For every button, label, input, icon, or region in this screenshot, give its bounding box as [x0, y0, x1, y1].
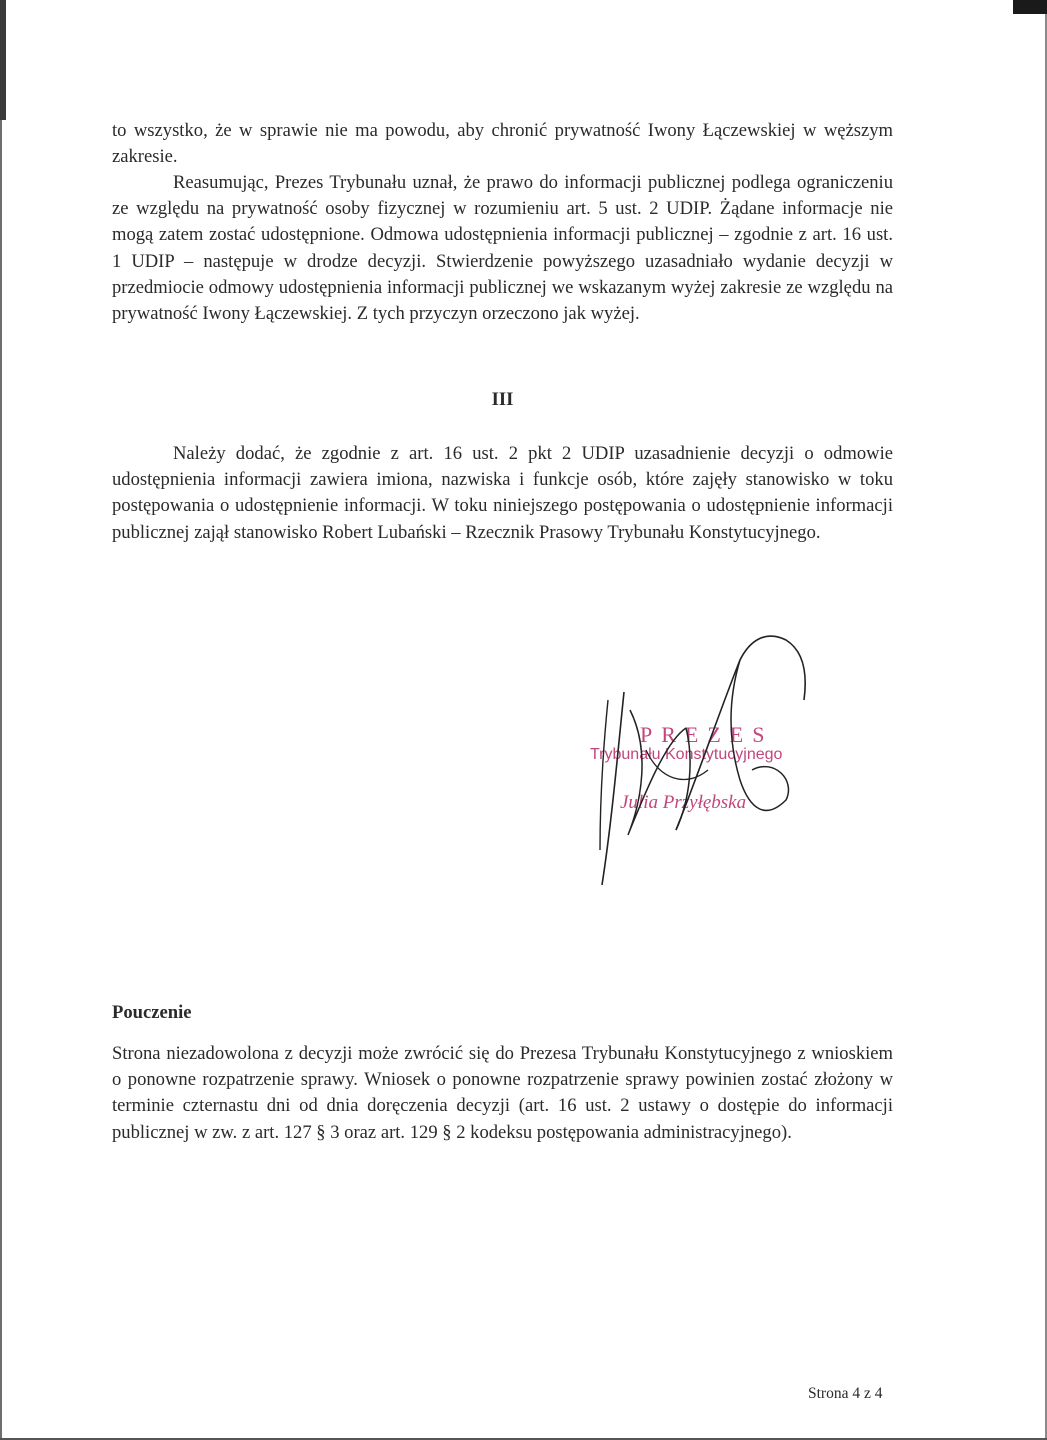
paragraph-summary: Reasumując, Prezes Trybunału uznał, że prawo do informacji publicznej podlega ograniczeniu ze względu na prywatność osoby fizycznej w rozumieniu art. 5 ust. 2 UDIP. Żądane informacje nie mogą zatem zostać udostępnione. Odmowa udostępnienia informacji publicznej – zgodnie z art. 16 ust. 1 UDIP – następuje w drodze decyzji. Stwierdzenie powyższego uzasadniało wydanie decyzji w przedmiocie odmowy udostępnienia informacji publicznej we wskazanym wyżej zakresie ze względu na prywatność Iwony Łączewskiej. Z tych przyczyn orzeczono jak wyżej.: [112, 172, 893, 325]
section-number: III: [491, 389, 514, 410]
paragraph-persons: Należy dodać, że zgodnie z art. 16 ust. 2 pkt 2 UDIP uzasadnienie decyzji o odmowie udostępnienia informacji zawiera imiona, nazwiska i funkcje osób, które zajęły stanowisko w toku postępowania o udostępnienie informacji. W toku niniejszego postępowania o udostępnienie informacji publicznej zajął stanowisko Robert Lubański – Rzecznik Prasowy Trybunału Konstytucyjnego.: [112, 443, 893, 543]
instruction-text: Strona niezadowolona z decyzji może zwrócić się do Prezesa Trybunału Konstytucyjnego z wnioskiem o ponowne rozpatrzenie sprawy. Wniosek o ponowne rozpatrzenie sprawy powinien zostać złożony w terminie czternastu dni od dnia doręczenia decyzji (art. 16 ust. 2 ustawy o dostępie do informacji publicznej w zw. z art. 127 § 3 oraz art. 129 § 2 kodeksu postępowania administracyjnego).: [112, 1043, 893, 1143]
stamp-institution: Trybunału Konstytucyjnego: [590, 746, 783, 763]
president-stamp: [590, 630, 820, 890]
handwritten-signature-icon: [590, 630, 820, 890]
scan-edge-left-shadow: [0, 0, 6, 120]
instruction-heading: Pouczenie: [112, 1002, 192, 1023]
scan-edge-left: [0, 0, 2, 1440]
page-number: Strona 4 z 4: [808, 1385, 883, 1402]
scan-edge-right-corner: [1013, 0, 1047, 14]
stamp-title: PREZES: [640, 722, 774, 747]
stamp-name: Julia Przyłębska: [620, 792, 747, 813]
paragraph-continuation: to wszystko, że w sprawie nie ma powodu, aby chronić prywatność Iwony Łączewskiej w węższym zakresie.: [112, 120, 893, 168]
